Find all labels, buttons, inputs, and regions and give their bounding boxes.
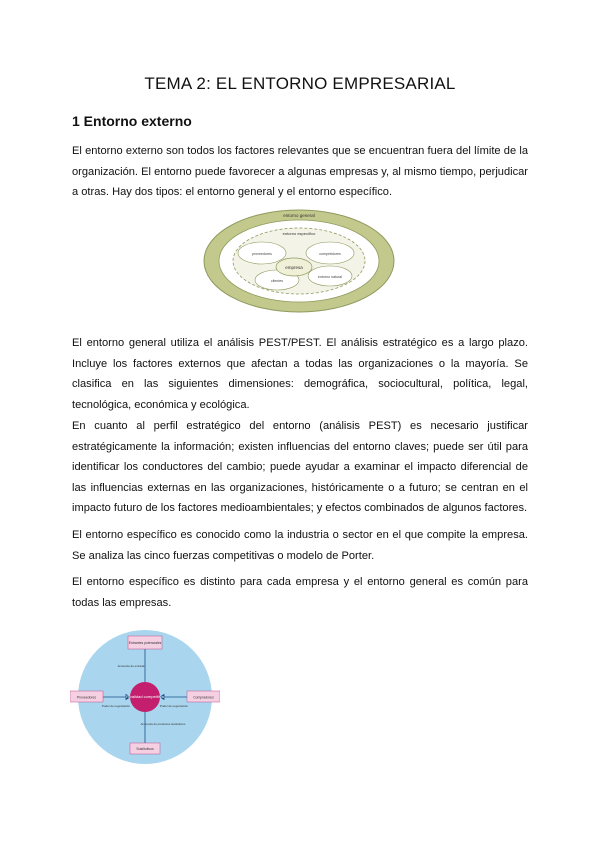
paragraph-1: El entorno externo son todos los factores relevantes que se encuentran fuera del límite de la organización. El entorno puede favorecer a algunas empresas y, al mismo tiempo, perjudicar a otras. Hay dos tipos: el entorno general y el entorno específico. [72,145,528,198]
paragraph-4: El entorno específico es conocido como la industria o sector en el que compite la empresa. Se analiza las cinco fuerzas competitivas o modelo de Porter. [72,529,528,562]
document-title: TEMA 2: EL ENTORNO EMPRESARIAL [144,74,456,93]
entorno-diagram [202,208,396,314]
node-right-label: Compradores [193,695,214,700]
arrow-label-bottom: Amenaza de productos sustitutivos [140,722,186,726]
center-label: empresa [285,265,303,270]
node-left-label: Proveedores [76,695,97,700]
paragraph-5: El entorno específico es distinto para cada empresa y el entorno general es común para todas las empresas. [72,576,528,609]
arrow-label-top: Amenaza de entrada [117,664,145,668]
paragraph-3: En cuanto al perfil estratégico del entorno (análisis PEST) es necesario justificar estratégicamente la información; existen influencias del entorno claves; puede ser útil para identificar los conductores del cambio; puede ayudar a examinar el impacto diferencial de las influencias externas en las organizaciones, históricamente o a futuro; se centran en el impacto futuro de los factores medioambientales; y efectos combinados de algunos factores. [72,420,528,514]
arrow-label-left: Poder de negociación [102,704,130,708]
section-heading: 1 Entorno externo [72,113,192,129]
paragraph-2: El entorno general utiliza el análisis PEST/PEST. El análisis estratégico es a largo plazo. Incluye los factores externos que afectan a todas las organizaciones o la mayoría. Se clasifica en las siguientes dimensiones: demográfica, sociocultural, política, legal, tecnológica, económica y ecológica. [72,337,528,411]
segment-label: entorno natural [317,275,343,279]
node-bottom-label: Sustitutivos [136,747,154,751]
porter-diagram [70,629,220,765]
segment-label: proveedores [252,252,272,256]
segment-label: competidores [319,252,341,256]
arrow-label-right: Poder de negociación [160,704,188,708]
node-top-label: Entrantes potenciales [128,641,162,645]
inner-label: entorno específico [282,231,316,236]
segment-label: clientes [270,279,284,283]
outer-label: entorno general [283,213,315,218]
center-label: Rivalidad competitiva [126,694,164,699]
